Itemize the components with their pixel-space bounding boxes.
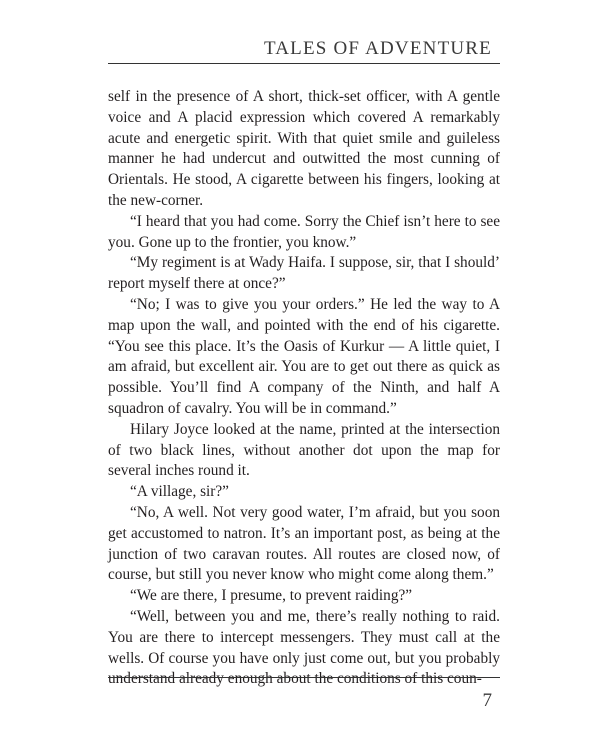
paragraph: “No; I was to give you your orders.” He led the way to A map upon the wall, and pointed with the end of his cigarette. “You see this place. It’s the Oasis of Kurkur — A little quiet, I am afraid, but excellent air. You are to get out there as quick as possible. You’ll find A company of the Ninth, and half A squadron of cavalry. You will be in command.” xyxy=(108,295,500,417)
running-head: TALES OF ADVENTURE xyxy=(263,38,492,59)
header-rule xyxy=(108,63,500,64)
paragraph: “I heard that you had come. Sorry the Chief isn’t here to see you. Gone up to the frontier, you know.” xyxy=(108,212,500,251)
paragraph: Hilary Joyce looked at the name, printed at the intersection of two black lines, without another dot upon the map for several inches round it. xyxy=(108,420,500,480)
footer-rule xyxy=(108,677,500,678)
paragraph: “Well, between you and me, there’s really nothing to raid. You are there to intercept messengers. They must call at the wells. Of course you have only just come out, but you probably understand already enough about the conditions of this coun- xyxy=(108,607,500,688)
paragraph: “A village, sir?” xyxy=(130,483,229,501)
paragraph: “We are there, I presume, to prevent raiding?” xyxy=(130,587,413,605)
paragraph: “My regiment is at Wady Haifa. I suppose, sir, that I should’ report myself there at once?” xyxy=(108,254,500,293)
paragraph: self in the presence of A short, thick-set officer, with A gentle voice and A placid expression which covered A remarkably acute and energetic spirit. With that quiet smile and guileless manner he had undercut and outwitted the most cunning of Orientals. He stood, A cigarette between his fingers, looking at the new-corner. xyxy=(108,88,500,209)
page-number: 7 xyxy=(482,690,492,711)
body-text xyxy=(108,87,500,690)
paragraph: “No, A well. Not very good water, I’m afraid, but you soon get accustomed to natron. It’s an important post, as being at the junction of two caravan routes. All routes are closed now, of course, but still you never know who might come along them.” xyxy=(108,503,500,584)
